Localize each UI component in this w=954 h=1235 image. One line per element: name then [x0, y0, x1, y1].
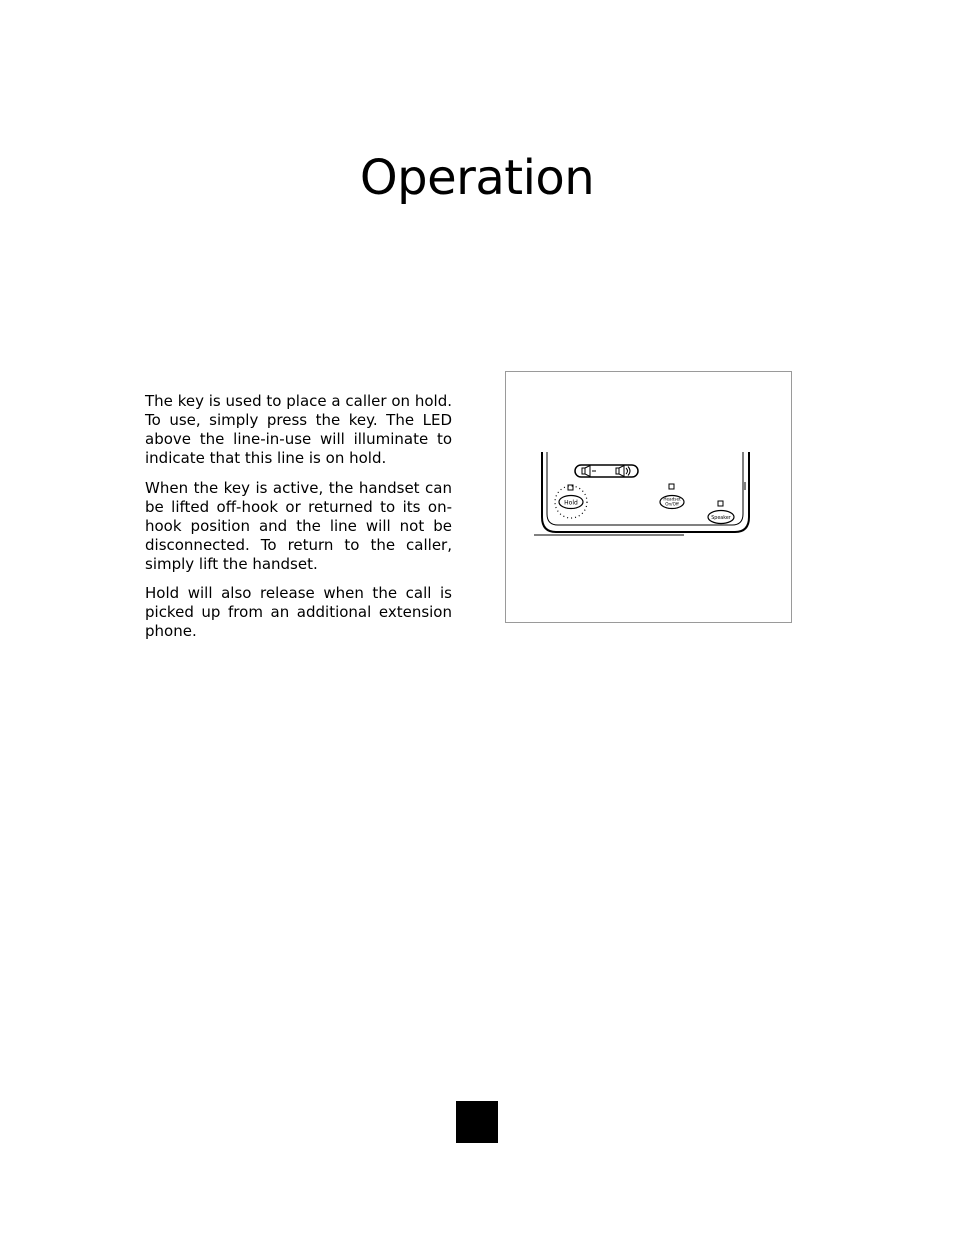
- paragraph-hold-active: When the key is active, the handset can be lifted off-hook or returned to its on-hook position and the line will not be disconnected. To return to the caller, simply lift the handset.: [145, 478, 452, 573]
- hold-key-label: Hold: [564, 499, 578, 507]
- volume-up-icon: [616, 466, 630, 477]
- headset-key: [660, 496, 684, 509]
- body-text: [145, 392, 452, 652]
- speaker-key: [708, 511, 734, 524]
- paragraph-hold-release: Hold will also release when the call is picked up from an additional extension phone.: [145, 584, 452, 640]
- paragraph-hold-intro: The key is used to place a caller on hold. To use, simply press the key. The LED above the line-in-use will illuminate to indicate that this line is on hold.: [145, 392, 452, 467]
- volume-down-icon: [582, 466, 596, 477]
- speaker-key-label: Speaker: [711, 516, 731, 521]
- headset-key-label-1: Headset: [663, 496, 681, 502]
- hold-key: [559, 496, 583, 509]
- headset-key-label-2: On/Off: [665, 501, 679, 507]
- headset-led: [669, 484, 674, 489]
- phone-illustration: [505, 371, 792, 623]
- page-title: Operation: [359, 150, 595, 206]
- phone-keypad-drawing: [506, 372, 793, 624]
- speaker-led: [718, 501, 723, 506]
- page-number-marker: [456, 1101, 498, 1143]
